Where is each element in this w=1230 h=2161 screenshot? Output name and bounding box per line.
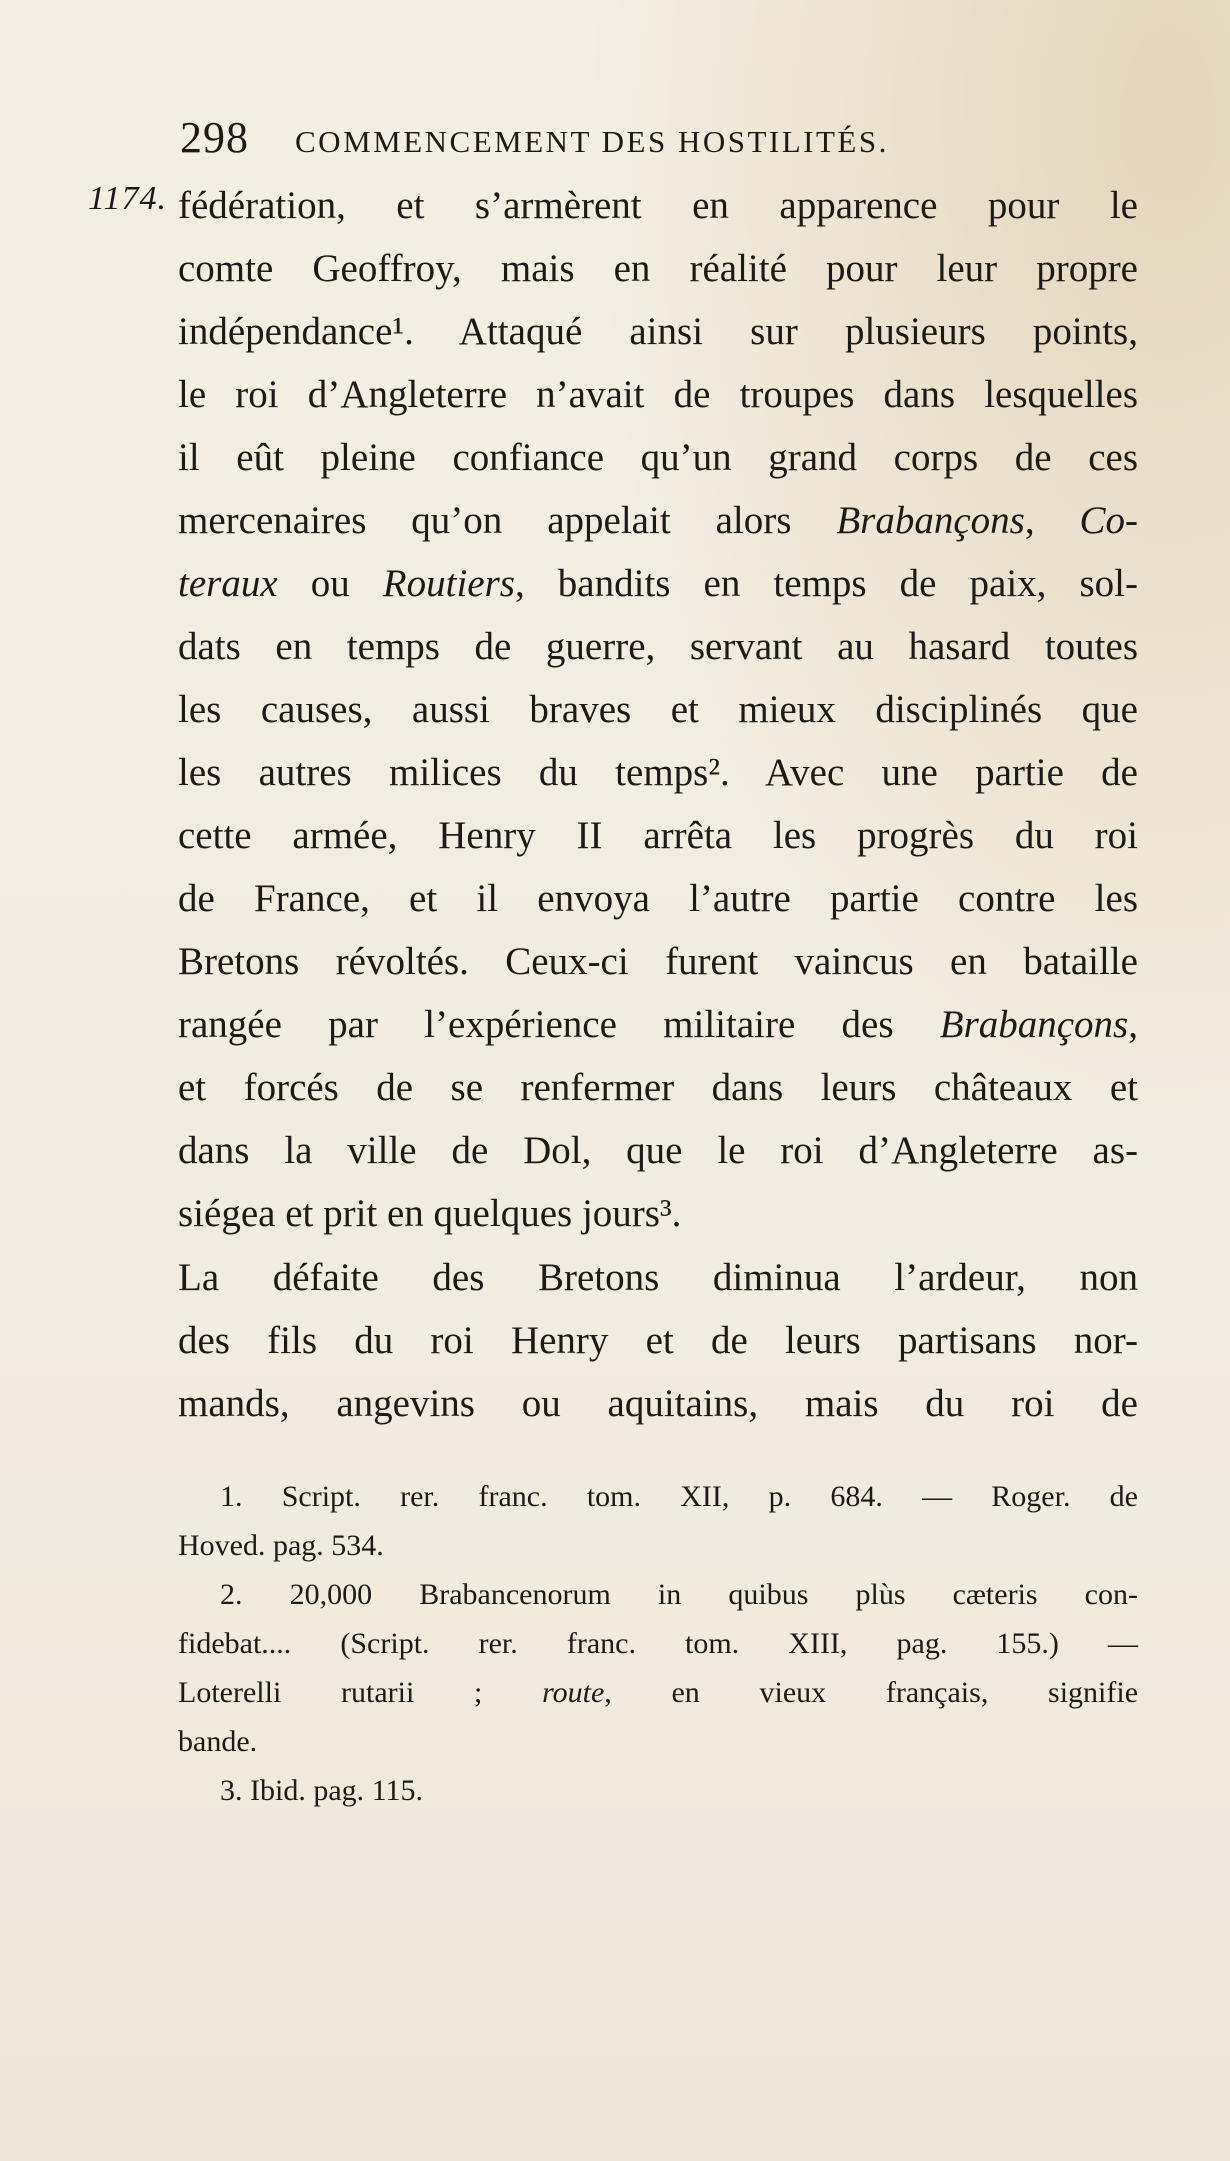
footnote-line: Hoved. pag. 534. [178, 1529, 384, 1562]
page-number: 298 [180, 113, 249, 162]
chapter-header-title: COMMENCEMENT DES HOSTILITÉS. [295, 124, 889, 159]
footnote-line: 1. Script. rer. franc. tom. XII, p. 684. — Roger. de [220, 1480, 1138, 1513]
margin-year-note: 1174. [88, 180, 167, 217]
text-line: mands, angevins ou aquitains, mais du roi de [178, 1382, 1138, 1425]
paragraph-second [178, 1246, 1138, 1435]
text-line: cette armée, Henry II arrêta les progrès du roi [178, 814, 1138, 857]
text-line: et forcés de se renfermer dans leurs châteaux et [178, 1066, 1138, 1109]
text-line: les autres milices du temps². Avec une partie de [178, 751, 1138, 794]
text-line: rangée par l’expérience militaire des Brabançons, [178, 1003, 1138, 1046]
footnote-line: fidebat.... (Script. rer. franc. tom. XIII, pag. 155.) — [178, 1627, 1138, 1660]
footnotes [178, 1472, 1138, 1815]
text-line: les causes, aussi braves et mieux disciplinés que [178, 688, 1138, 731]
text-line: des fils du roi Henry et de leurs partisans nor- [178, 1319, 1138, 1362]
footnote-line: Loterelli rutarii ; route, en vieux français, signifie [178, 1676, 1139, 1709]
footnote-line: 2. 20,000 Brabancenorum in quibus plùs cæteris con- [220, 1578, 1138, 1611]
text-line: fédération, et s’armèrent en apparence pour le [178, 184, 1138, 227]
text-line: dats en temps de guerre, servant au hasard toutes [178, 625, 1138, 668]
paragraph-main [178, 174, 1138, 1245]
running-head [180, 112, 1040, 172]
text-line: mercenaires qu’on appelait alors Brabançons, Co- [178, 499, 1139, 542]
footnote-line: bande. [178, 1725, 258, 1758]
footnote-line: 3. Ibid. pag. 115. [220, 1774, 424, 1807]
text-line: comte Geoffroy, mais en réalité pour leur propre [178, 247, 1138, 290]
text-line: le roi d’Angleterre n’avait de troupes dans lesquelles [178, 373, 1138, 416]
text-line: teraux ou Routiers, bandits en temps de paix, sol- [178, 562, 1138, 605]
text-line: dans la ville de Dol, que le roi d’Angleterre as- [178, 1129, 1138, 1172]
text-line: La défaite des Bretons diminua l’ardeur, non [178, 1256, 1138, 1299]
text-line: il eût pleine confiance qu’un grand corps de ces [178, 436, 1138, 479]
text-line: indépendance¹. Attaqué ainsi sur plusieurs points, [178, 310, 1138, 353]
text-line: siégea et prit en quelques jours³. [178, 1192, 682, 1235]
text-line: Bretons révoltés. Ceux-ci furent vaincus en bataille [178, 940, 1138, 983]
text-line: de France, et il envoya l’autre partie contre les [178, 877, 1138, 920]
